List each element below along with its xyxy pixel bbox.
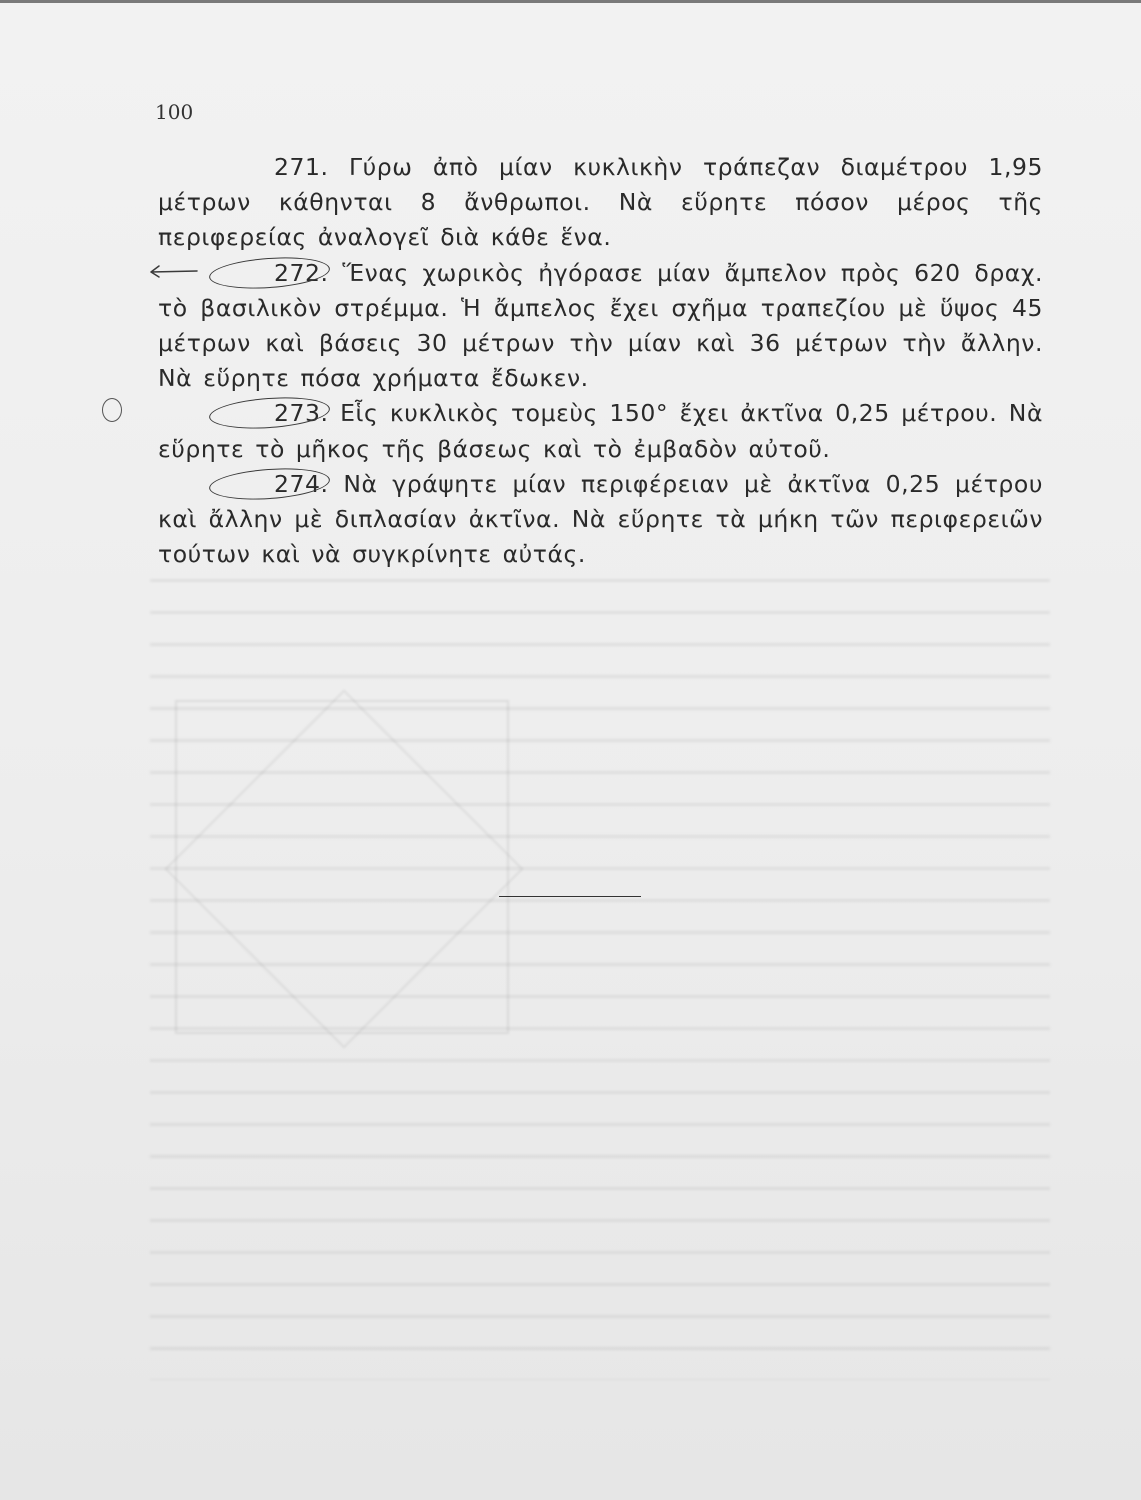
exercise-number-circled: 273. [216, 396, 329, 431]
section-end-rule [499, 896, 641, 897]
exercise-text: Γύρω ἀπὸ μίαν κυκλικὴν τράπεζαν διαμέτρου 1,95 μέτρων κάθηνται 8 ἄνθρωποι. Νὰ εὕρητε πόσον μέρος τῆς περιφερείας ἀναλογεῖ διὰ κάθε ἕνα. [158, 153, 1043, 252]
exercise-text: Ἕνας χωρικὸς ἠγόρασε μίαν ἄμπελον πρὸς 620 δραχ. τὸ βασιλικὸν στρέμμα. Ἡ ἄμπελος ἔχει σχῆμα τραπεζίου μὲ ὕψος 45 μέτρων καὶ βάσεις 30 μέτρων τὴν μίαν καὶ 36 μέτρων τὴν ἄλλην. Νὰ εὕρητε πόσα χρήματα ἔδωκεν. [158, 258, 1043, 393]
exercise-274 [158, 467, 1043, 573]
margin-circle-mark-icon [102, 398, 122, 422]
page-top-edge [0, 0, 1141, 3]
exercise-number: 271. [274, 153, 329, 181]
exercise-text: Εἷς κυκλικὸς τομεὺς 150° ἔχει ἀκτῖνα 0,25 μέτρου. Νὰ εὕρητε τὸ μῆκος τῆς βάσεως καὶ τὸ ἐμβαδὸν αὐτοῦ. [158, 399, 1043, 463]
reverse-side-figure-show-through [175, 700, 509, 1034]
page-number: 100 [155, 100, 194, 124]
exercise-number-circled: 272. [216, 256, 329, 291]
exercise-272 [158, 256, 1043, 397]
exercise-list [158, 150, 1043, 572]
exercise-number-circled: 274. [216, 467, 329, 502]
exercise-text: Νὰ γράψητε μίαν περιφέρειαν μὲ ἀκτῖνα 0,25 μέτρου καὶ ἄλλην μὲ διπλασίαν ἀκτῖνα. Νὰ εὕρητε τὰ μήκη τῶν περιφερειῶν τούτων καὶ νὰ συγκρίνητε αὐτάς. [158, 469, 1043, 569]
exercise-273 [158, 396, 1043, 466]
exercise-271 [158, 150, 1043, 256]
